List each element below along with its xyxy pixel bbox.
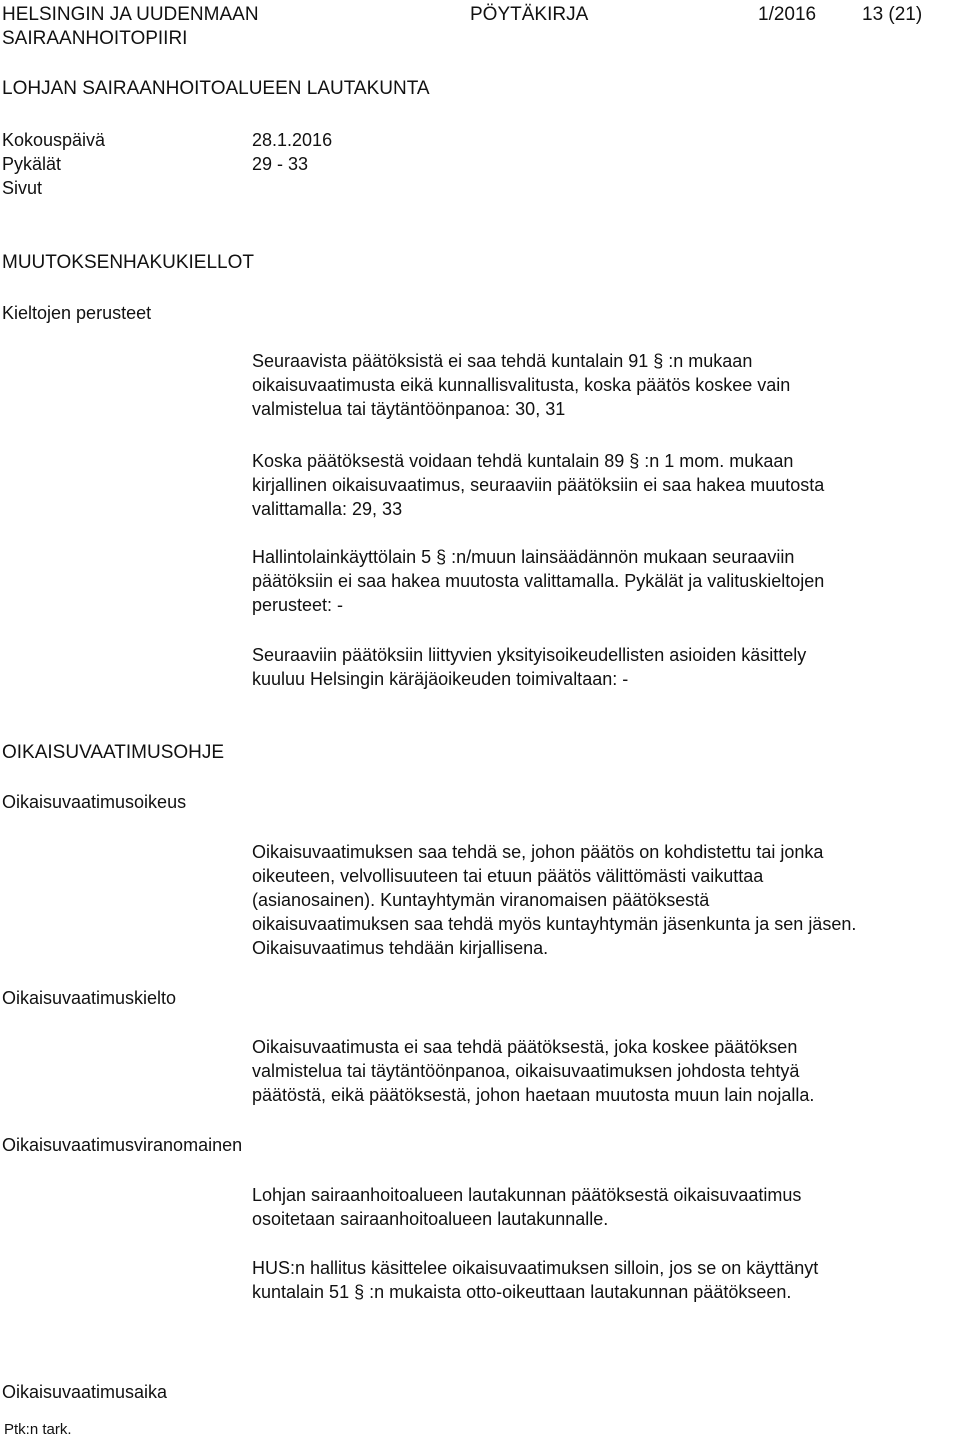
footer-minutes-checker: Ptk:n tark.	[4, 1421, 72, 1438]
paragraph-claim-authority: Lohjan sairaanhoitoalueen lautakunnan päätöksestä oikaisuvaatimus osoitetaan sairaanhoitoalueen lautakunnalle.	[252, 1185, 802, 1229]
heading-oikaisuvaatimusoikeus: Oikaisuvaatimusoikeus	[2, 792, 187, 812]
meta-label-pages: Sivut	[2, 178, 43, 198]
org-name-line1: HELSINGIN JA UUDENMAAN	[2, 4, 259, 25]
board-name: LOHJAN SAIRAANHOITOALUEEN LAUTAKUNTA	[2, 78, 430, 99]
meta-label-sections: Pykälät	[2, 154, 62, 174]
doc-number: 1/2016	[758, 4, 817, 25]
org-name-line2: SAIRAANHOITOPIIRI	[2, 28, 188, 49]
paragraph-decisions-no-appeal: Seuraavista päätöksistä ei saa tehdä kuntalain 91 § :n mukaan oikaisuvaatimusta eikä kunnallisvalitusta, koska päätös koskee vain valmistelua tai täytäntöönpanoa: 30, 31	[252, 351, 791, 419]
heading-kieltojen-perusteet: Kieltojen perusteet	[2, 303, 152, 323]
doc-type: PÖYTÄKIRJA	[470, 4, 589, 25]
paragraph-private-law: Seuraaviin päätöksiin liittyvien yksityisoikeudellisten asioiden käsittely kuuluu Helsingin käräjäoikeuden toimivaltaan: -	[252, 645, 807, 689]
meta-label-date: Kokouspäivä	[2, 130, 106, 150]
paragraph-claim-right: Oikaisuvaatimuksen saa tehdä se, johon päätös on kohdistettu tai jonka oikeuteen, velvollisuuteen tai etuun päätös välittömästi vaikuttaa (asianosainen). Kuntayhtymän viranomaisen päätöksestä oikaisuvaatimuksen saa tehdä myös kuntayhtymän jäsenkunta ja sen jäsen. Oikaisuvaatimus tehdään kirjallisena.	[252, 842, 857, 958]
heading-oikaisuvaatimusohje: OIKAISUVAATIMUSOHJE	[2, 742, 225, 763]
heading-oikaisuvaatimuskielto: Oikaisuvaatimuskielto	[2, 988, 177, 1008]
paragraph-board-handling: HUS:n hallitus käsittelee oikaisuvaatimuksen silloin, jos se on käyttänyt kuntalain 51 § :n mukaista otto-oikeuttaan lautakunnan päätökseen.	[252, 1258, 819, 1302]
paragraph-claim-prohibition: Oikaisuvaatimusta ei saa tehdä päätöksestä, joka koskee päätöksen valmistelua tai täytäntöönpanoa, oikaisuvaatimuksen johdosta tehtyä päätöstä, eikä päätöksestä, johon haetaan muutosta muun lain nojalla.	[252, 1037, 815, 1105]
heading-oikaisuvaatimusviranomainen: Oikaisuvaatimusviranomainen	[2, 1135, 243, 1155]
heading-muutoksenhakukiellot: MUUTOKSENHAKUKIELLOT	[2, 252, 254, 273]
heading-oikaisuvaatimusaika: Oikaisuvaatimusaika	[2, 1382, 168, 1402]
meta-value-date: 28.1.2016	[252, 130, 333, 150]
paragraph-administrative-law: Hallintolainkäyttölain 5 § :n/muun lainsäädännön mukaan seuraaviin päätöksiin ei saa hakea muutosta valittamalla. Pykälät ja valituskieltojen perusteet: -	[252, 547, 825, 615]
paragraph-written-claim: Koska päätöksestä voidaan tehdä kuntalain 89 § :n 1 mom. mukaan kirjallinen oikaisuvaatimus, seuraaviin päätöksiin ei saa hakea muutosta valittamalla: 29, 33	[252, 451, 825, 519]
page-number: 13 (21)	[862, 4, 923, 25]
meta-value-sections: 29 - 33	[252, 154, 309, 174]
